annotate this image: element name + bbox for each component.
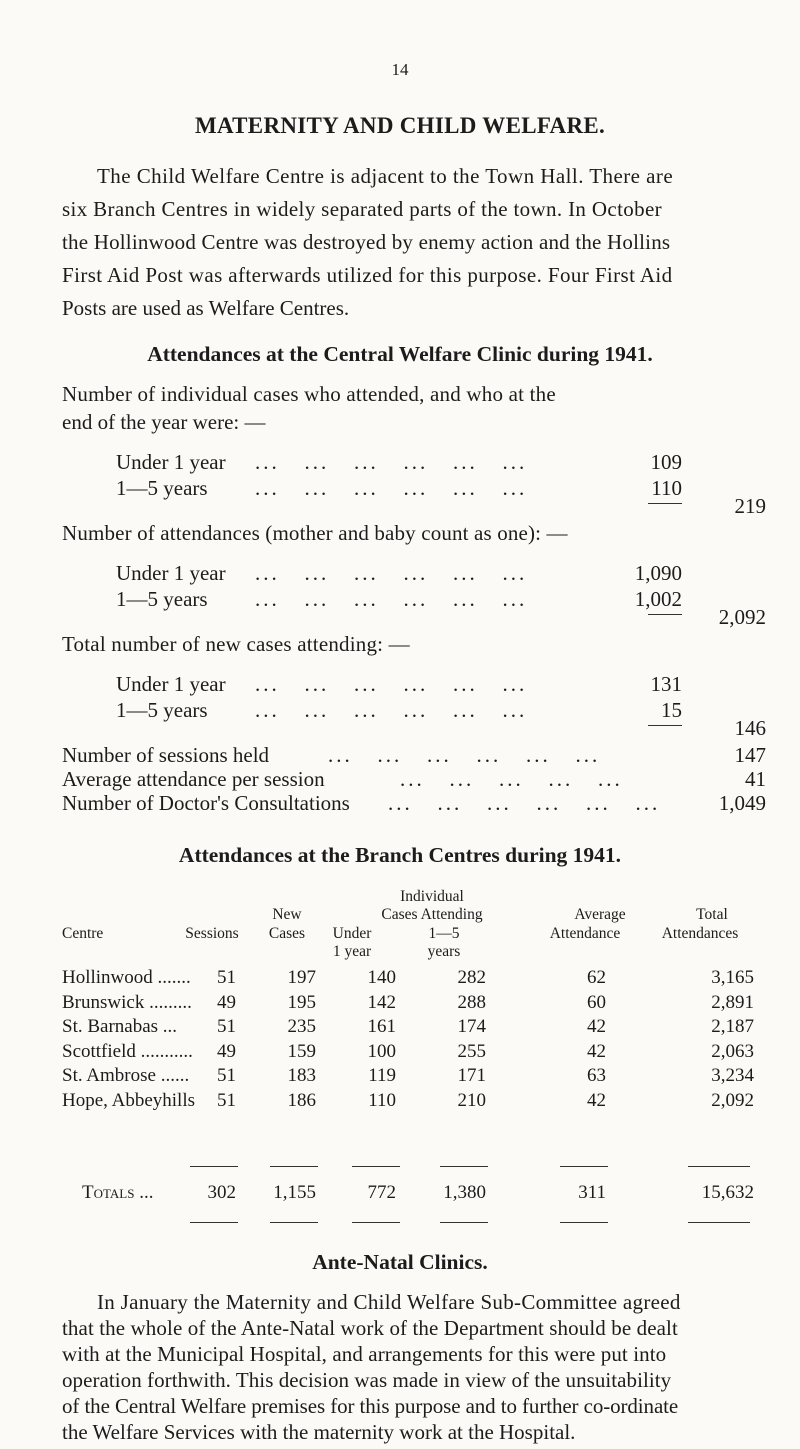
table-cell-average: 60 [587, 992, 606, 1013]
col-centre: Centre [62, 925, 104, 942]
table-cell-average: 42 [587, 1090, 606, 1111]
intro-line: the Hollinwood Centre was destroyed by enemy action and the Hollins [62, 230, 671, 254]
new-cases-value-under1: 131 [650, 672, 682, 696]
col-new-line2: Cases [268, 925, 306, 942]
cases-intro-2: end of the year were: — [62, 410, 266, 434]
table-cell-under1: 161 [367, 1016, 396, 1037]
antenatal-line: In January the Maternity and Child Welfare Sub-Committee agreed [97, 1290, 681, 1314]
table-row-centre: Brunswick ......... [62, 992, 192, 1013]
average-attendance-label: Average attendance per session [62, 767, 325, 791]
divider [688, 1166, 750, 1167]
table-cell-sessions: 49 [217, 992, 236, 1013]
totals-average: 311 [578, 1182, 606, 1203]
table-cell-total: 2,187 [711, 1016, 754, 1037]
attendances-label-1-5: 1—5 years [116, 587, 208, 611]
header-group: Individual [400, 888, 464, 905]
cases-total: 219 [734, 494, 766, 518]
antenatal-line: with at the Municipal Hospital, and arrangements for this were put into [62, 1342, 667, 1366]
new-cases-total: 146 [734, 716, 766, 740]
attendances-label-under1: Under 1 year [116, 561, 226, 585]
table-cell-new: 159 [287, 1041, 316, 1062]
average-attendance-value: 41 [745, 767, 766, 791]
table-cell-under1: 100 [367, 1041, 396, 1062]
divider [440, 1222, 488, 1223]
branch-centres-heading: Attendances at the Branch Centres during 1941. [178, 843, 622, 867]
antenatal-line: that the whole of the Ante-Natal work of the Department should be dealt [62, 1316, 678, 1340]
cases-intro: Number of individual cases who attended, and who at the [62, 382, 556, 406]
table-cell-total: 3,234 [711, 1065, 754, 1086]
table-row-centre: St. Barnabas ... [62, 1016, 178, 1037]
new-cases-label-1-5: 1—5 years [116, 698, 208, 722]
table-row-centre: St. Ambrose ...... [62, 1065, 190, 1086]
document-page: 14 MATERNITY AND CHILD WELFARE. The Child Welfare Centre is adjacent to the Town Hall. There are six Branch Centres in widely separated parts of the town. In October the Hollinwood Centre was destroyed by enemy action and the Hollins First Aid Post was afterwards utilized for this purpose. Four First Aid Posts are used as Welfare Centres. Attendances at the Central Welfare Clinic during 1941. Number of individual cases who attended, and who at the end of the year were: — Under 1 year ... ... ... ... ... ... 109 1—5 years ... ... ... ... ... ... 110 219 Number of attendances (mother and baby count as one): — Under 1 year ... ... ... ... ... ... 1,090 1—5 years ... ... ... ... ... ... 1,002 2,092 Total number of new cases attending: — Under 1 year ... ... ... ... ... ... 131 1—5 years ... ... ... ... ... ... 15 146 Number of sessions held ... ... ... ... ... ... 147 Average attendance per session ... ... ... ... ... 41 Number of Doctor's Consultations ... ... ... ... ... ... 1,049 Attendances at the Branch Centres during 1941. Individual Cases Attending New Average Total Centre Sessions Cases Under 1—5 Attendance Attendances 1 year years Hollinwood ....... 51 197 140 282 62 3,165 Brunswick ......... 49 195 142 288 60 2,891 St. Barnabas ... 51 235 161 174 42 2,187 Scottfield ........... 49 159 100 255 42 2,063 St. Ambrose ...... 51 183 119 171 63 3,234 Hope, Abbeyhills 51 186 110 210 42 2,092 Totals ... 302 1,155 772 1,380 311 15,632 Ante-Natal Clinics. In January the Maternity and Child Welfare Sub-Committee agreed that the whole of the Ante-Natal work of the Department should be dealt with at the Municipal Hospital, and arrangements for this were put into operation forthwith. This decision was made in view of the unsuitability of the Central Welfare premises for this purpose and to further co-ordinate the Welfare Services with the maternity work at the Hospital. [0, 0, 800, 1411]
table-cell-new: 195 [287, 992, 316, 1013]
divider [352, 1166, 400, 1167]
attendances-total: 2,092 [718, 605, 766, 629]
intro-line: Posts are used as Welfare Centres. [62, 296, 350, 320]
divider [648, 614, 682, 615]
col-average-line2: Attendance [549, 925, 621, 942]
col-sessions: Sessions [185, 925, 239, 942]
col-1-5-line1: 1—5 [428, 925, 460, 942]
intro-line: The Child Welfare Centre is adjacent to the Town Hall. There are [97, 164, 674, 188]
intro-line: six Branch Centres in widely separated parts of the town. In October [62, 197, 662, 221]
col-1-5-line2: years [427, 943, 461, 960]
table-cell-total: 2,092 [711, 1090, 754, 1111]
table-cell-under1: 140 [367, 967, 396, 988]
intro-line: First Aid Post was afterwards utilized for this purpose. Four First Aid [62, 263, 673, 287]
divider [688, 1222, 750, 1223]
divider [648, 503, 682, 504]
totals-1-5: 1,380 [443, 1182, 486, 1203]
divider [560, 1222, 608, 1223]
divider [560, 1166, 608, 1167]
divider [648, 725, 682, 726]
table-cell-total: 3,165 [711, 967, 754, 988]
table-cell-one-five: 174 [457, 1016, 486, 1037]
col-under-line2: 1 year [332, 943, 372, 960]
table-cell-one-five: 171 [457, 1065, 486, 1086]
table-row-centre: Hope, Abbeyhills [62, 1090, 195, 1111]
cases-label-1-5: 1—5 years [116, 476, 208, 500]
table-row-centre: Hollinwood ....... [62, 967, 191, 988]
table-cell-new: 235 [287, 1016, 316, 1037]
table-cell-new: 183 [287, 1065, 316, 1086]
header-group-2: Cases Attending [381, 906, 483, 923]
cases-label-under1: Under 1 year [116, 450, 226, 474]
antenatal-line: operation forthwith. This decision was made in view of the unsuitability [62, 1368, 672, 1392]
antenatal-line: the Welfare Services with the maternity work at the Hospital. [62, 1420, 576, 1444]
table-cell-total: 2,891 [711, 992, 754, 1013]
col-average-line1: Average [574, 906, 626, 923]
table-cell-one-five: 210 [457, 1090, 486, 1111]
antenatal-heading: Ante-Natal Clinics. [312, 1250, 488, 1274]
central-clinic-heading: Attendances at the Central Welfare Clinic during 1941. [147, 342, 653, 366]
page-number: 14 [391, 60, 409, 79]
table-cell-one-five: 282 [457, 967, 486, 988]
new-cases-intro: Total number of new cases attending: — [62, 632, 410, 656]
attendances-value-1-5: 1,002 [634, 587, 682, 611]
divider [270, 1166, 318, 1167]
table-cell-total: 2,063 [711, 1041, 754, 1062]
divider [270, 1222, 318, 1223]
table-cell-under1: 142 [367, 992, 396, 1013]
table-cell-new: 186 [287, 1090, 316, 1111]
table-cell-sessions: 49 [217, 1041, 236, 1062]
page-title: MATERNITY AND CHILD WELFARE. [194, 113, 606, 138]
table-cell-new: 197 [287, 967, 316, 988]
cases-value-under1: 109 [650, 450, 682, 474]
table-cell-one-five: 255 [457, 1041, 486, 1062]
consultations-value: 1,049 [718, 791, 766, 815]
table-row-centre: Scottfield ........... [62, 1041, 193, 1062]
consultations-label: Number of Doctor's Consultations [62, 791, 350, 815]
attendances-intro: Number of attendances (mother and baby count as one): — [62, 521, 568, 545]
cases-value-1-5: 110 [651, 476, 682, 500]
table-cell-under1: 110 [368, 1090, 396, 1111]
table-cell-sessions: 51 [217, 1016, 236, 1037]
col-under-line1: Under [332, 925, 372, 942]
divider [352, 1222, 400, 1223]
table-cell-sessions: 51 [217, 1090, 236, 1111]
col-new-line1: New [272, 906, 302, 923]
table-cell-under1: 119 [368, 1065, 396, 1086]
col-total-line2: Attendances [661, 925, 739, 942]
table-cell-average: 42 [587, 1041, 606, 1062]
table-cell-average: 63 [587, 1065, 606, 1086]
new-cases-value-1-5: 15 [661, 698, 682, 722]
totals-new: 1,155 [273, 1182, 316, 1203]
table-cell-one-five: 288 [457, 992, 486, 1013]
table-cell-average: 62 [587, 967, 606, 988]
table-cell-sessions: 51 [217, 1065, 236, 1086]
new-cases-label-under1: Under 1 year [116, 672, 226, 696]
divider [190, 1222, 238, 1223]
col-total-line1: Total [696, 906, 728, 923]
totals-label: Totals ... [82, 1182, 154, 1203]
totals-total: 15,632 [701, 1182, 754, 1203]
table-cell-average: 42 [587, 1016, 606, 1037]
table-cell-sessions: 51 [217, 967, 236, 988]
sessions-label: Number of sessions held [62, 743, 270, 767]
attendances-value-under1: 1,090 [634, 561, 682, 585]
divider [440, 1166, 488, 1167]
totals-under1: 772 [367, 1182, 396, 1203]
antenatal-line: of the Central Welfare premises for this purpose and to further co-ordinate [62, 1394, 679, 1418]
totals-sessions: 302 [207, 1182, 236, 1203]
divider [190, 1166, 238, 1167]
sessions-value: 147 [734, 743, 766, 767]
